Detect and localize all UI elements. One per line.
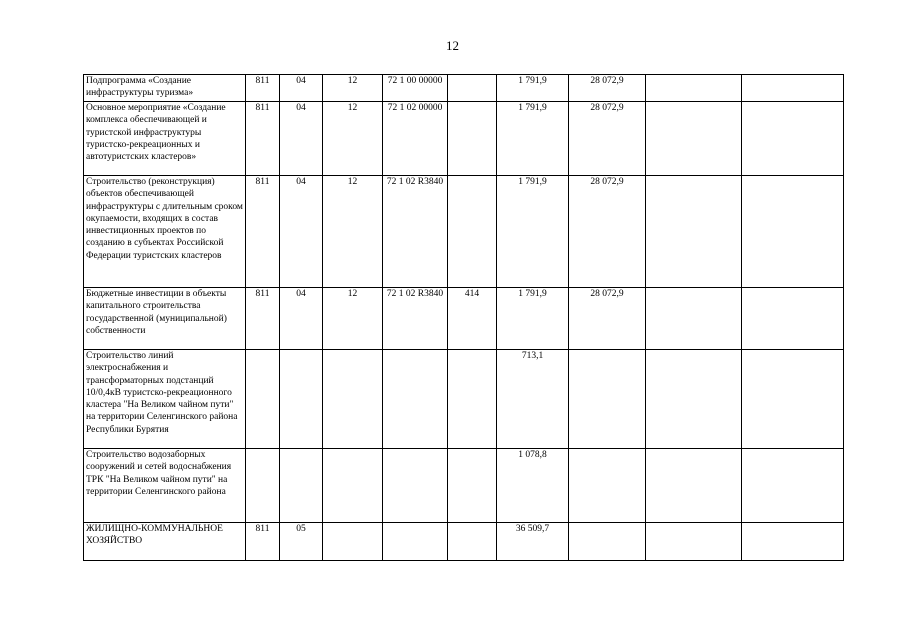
cell-rz: 04 [280,102,323,176]
cell-sum4 [742,176,844,288]
row-name: Строительство водозаборных сооружений и сетей водоснабжения ТРК "На Великом чайном пути" на территории Селенгинского района [84,449,246,523]
cell-sum1: 1 791,9 [497,75,569,102]
cell-csr [383,449,448,523]
cell-vr [448,102,497,176]
cell-csr: 72 1 02 00000 [383,102,448,176]
cell-vr: 414 [448,288,497,350]
cell-vr [448,523,497,561]
cell-pr: 12 [323,288,383,350]
cell-sum1: 1 078,8 [497,449,569,523]
cell-sum2: 28 072,9 [569,288,646,350]
cell-sum1: 36 509,7 [497,523,569,561]
cell-rz: 04 [280,75,323,102]
cell-sum3 [646,75,742,102]
cell-sum3 [646,449,742,523]
row-name: Подпрограмма «Создание инфраструктуры туризма» [84,75,246,102]
cell-rz [280,449,323,523]
cell-rz [280,350,323,449]
cell-sum1: 713,1 [497,350,569,449]
cell-pr [323,449,383,523]
cell-sum2 [569,350,646,449]
cell-csr: 72 1 00 00000 [383,75,448,102]
cell-sum1: 1 791,9 [497,102,569,176]
cell-sum3 [646,523,742,561]
cell-rz: 04 [280,176,323,288]
cell-sum4 [742,350,844,449]
cell-sum4 [742,449,844,523]
table-row [84,102,844,176]
cell-csr [383,523,448,561]
cell-sum4 [742,523,844,561]
cell-sum4 [742,75,844,102]
cell-sum1: 1 791,9 [497,288,569,350]
table-row [84,176,844,288]
cell-sum2 [569,523,646,561]
cell-pr [323,350,383,449]
cell-ved: 811 [246,75,280,102]
cell-pr: 12 [323,102,383,176]
cell-sum1: 1 791,9 [497,176,569,288]
cell-sum2: 28 072,9 [569,102,646,176]
row-name: Строительство линий электроснабжения и трансформаторных подстанций 10/0,4кВ туристско-рекреационного кластера "На Великом чайном пути" на территории Селенгинского района Республики Бурятия [84,350,246,449]
row-name: Основное мероприятие «Создание комплекса обеспечивающей и туристской инфраструктуры туристско-рекреационных и автотуристских кластеров» [84,102,246,176]
cell-ved: 811 [246,102,280,176]
cell-vr [448,449,497,523]
cell-csr [383,350,448,449]
cell-csr: 72 1 02 R3840 [383,176,448,288]
cell-sum4 [742,288,844,350]
cell-vr [448,75,497,102]
row-name: Бюджетные инвестиции в объекты капитального строительства государственной (муниципальной) собственности [84,288,246,350]
cell-rz: 04 [280,288,323,350]
cell-ved: 811 [246,523,280,561]
cell-sum4 [742,102,844,176]
table-row [84,350,844,449]
cell-pr: 12 [323,75,383,102]
cell-rz: 05 [280,523,323,561]
cell-sum2 [569,449,646,523]
row-name: ЖИЛИЩНО-КОММУНАЛЬНОЕ ХОЗЯЙСТВО [84,523,246,561]
cell-ved: 811 [246,288,280,350]
page-number: 12 [446,38,459,53]
cell-pr [323,523,383,561]
cell-ved [246,449,280,523]
row-name: Строительство (реконструкция) объектов обеспечивающей инфраструктуры с длительным сроком окупаемости, входящих в состав инвестиционных проектов по созданию в субъектах Российской Федерации туристских кластеров [84,176,246,288]
cell-ved: 811 [246,176,280,288]
table-row [84,523,844,561]
cell-sum3 [646,350,742,449]
budget-table [83,74,844,561]
cell-csr: 72 1 02 R3840 [383,288,448,350]
table-row [84,75,844,102]
cell-sum3 [646,102,742,176]
cell-vr [448,176,497,288]
cell-sum2: 28 072,9 [569,176,646,288]
cell-sum3 [646,176,742,288]
table-row [84,449,844,523]
cell-sum2: 28 072,9 [569,75,646,102]
cell-ved [246,350,280,449]
cell-vr [448,350,497,449]
table-row [84,288,844,350]
cell-sum3 [646,288,742,350]
cell-pr: 12 [323,176,383,288]
